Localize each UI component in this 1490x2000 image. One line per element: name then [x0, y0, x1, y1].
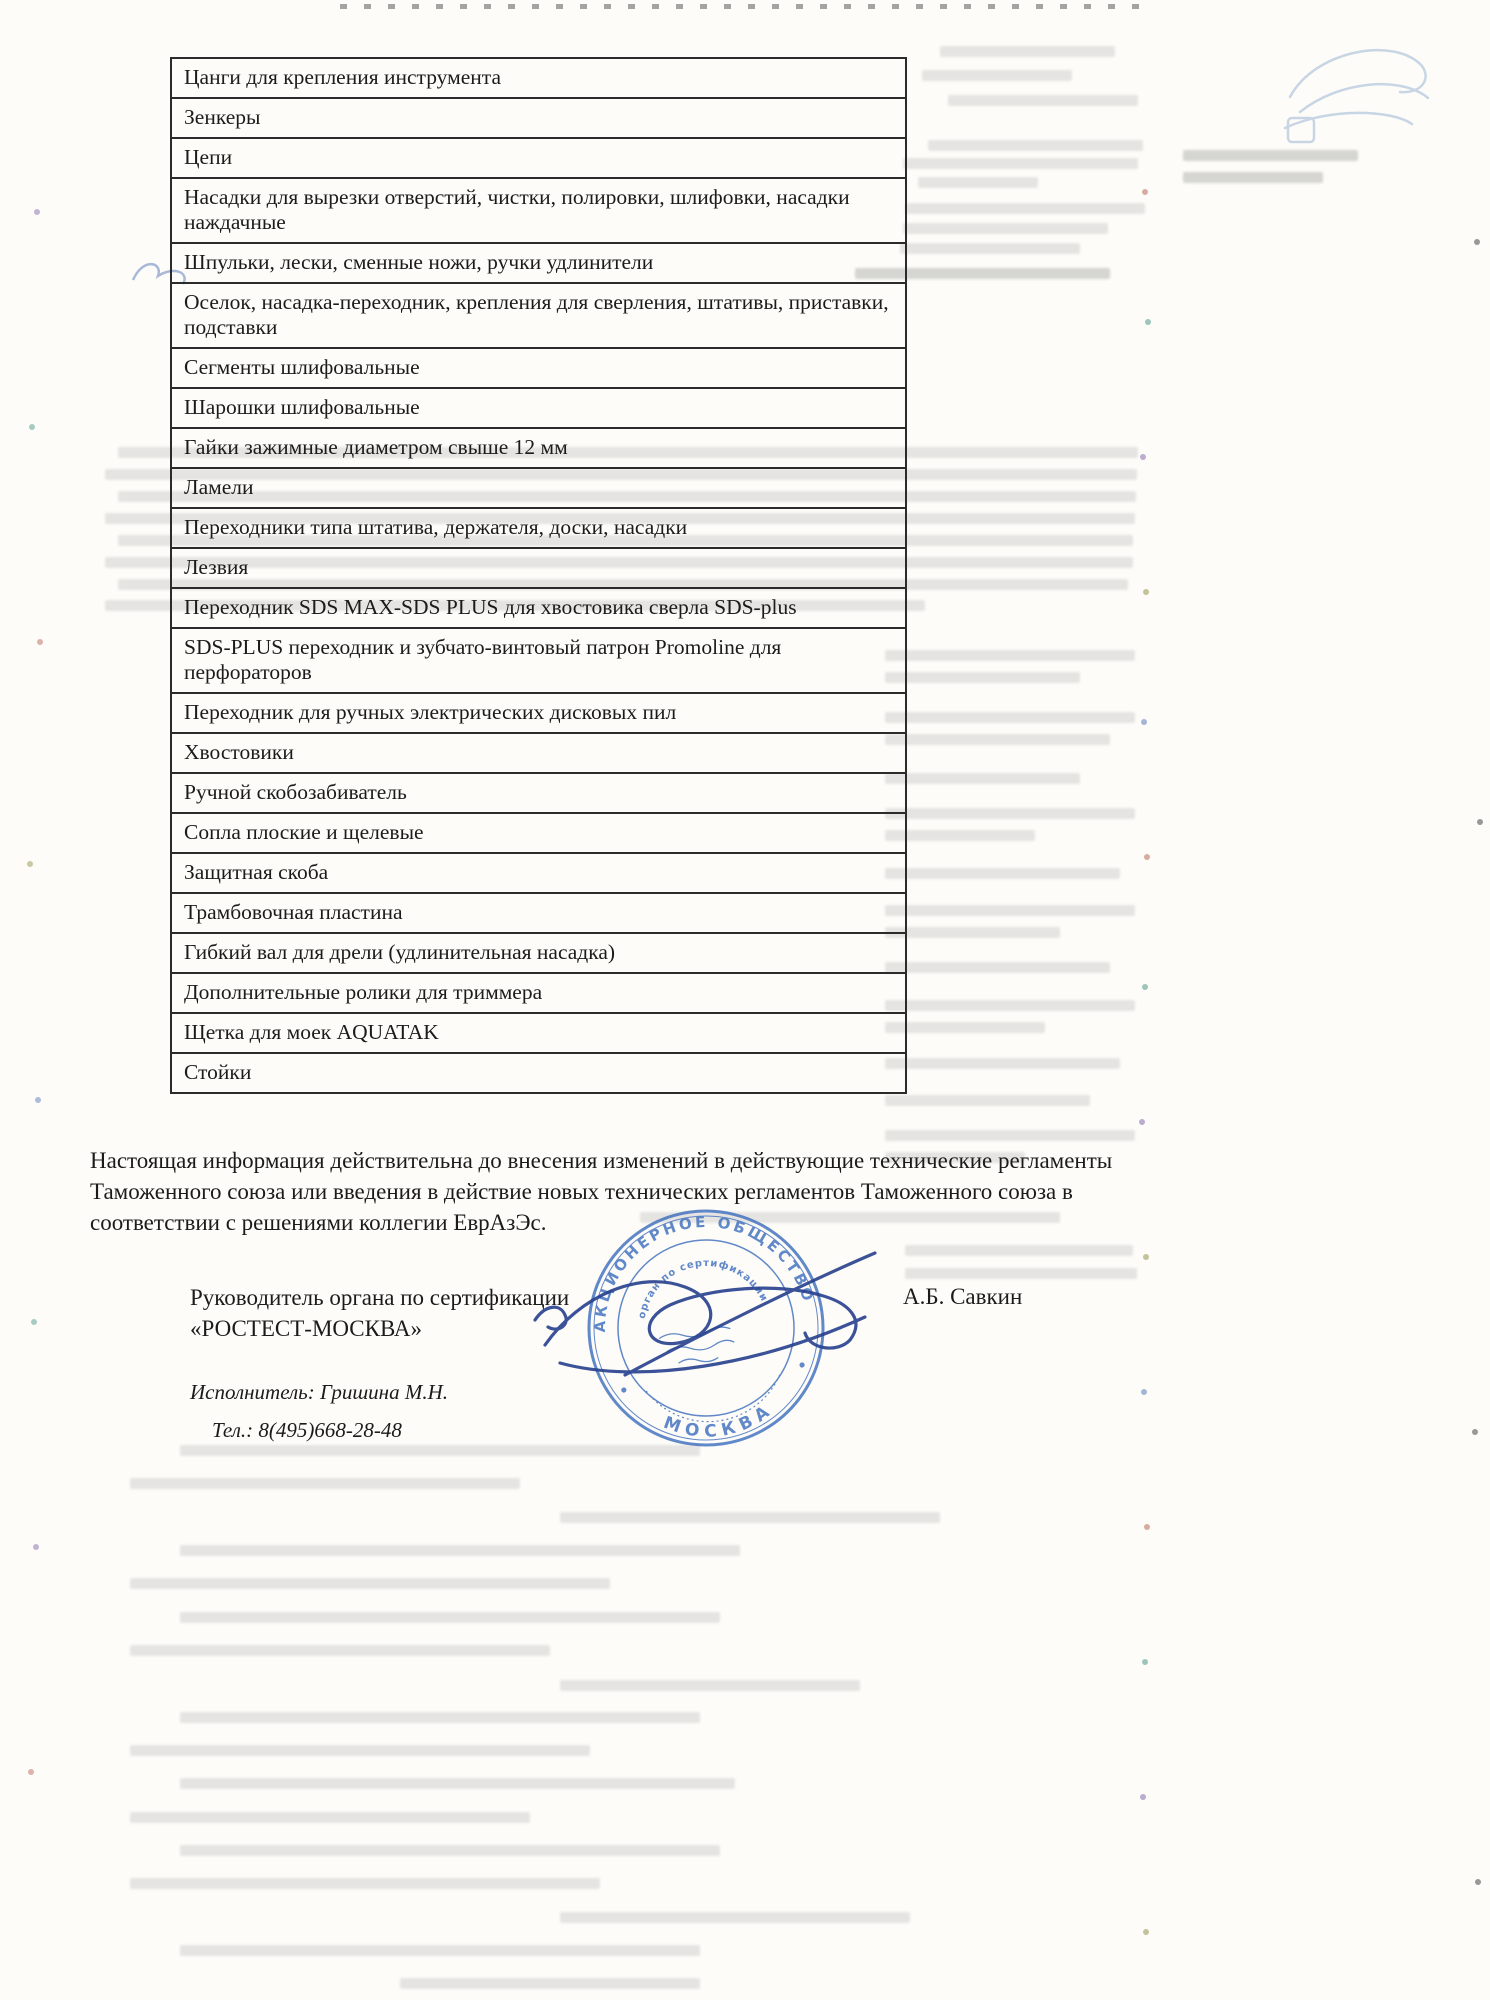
table-row	[171, 283, 906, 348]
table-row	[171, 733, 906, 773]
table-cell: Ламели	[171, 468, 906, 508]
accessories-table	[170, 57, 907, 1094]
table-row	[171, 388, 906, 428]
table-cell: Сопла плоские и щелевые	[171, 813, 906, 853]
table-cell: Ручной скобозабиватель	[171, 773, 906, 813]
table-cell: Зенкеры	[171, 98, 906, 138]
executor-line: Исполнитель: Гришина М.Н.	[190, 1380, 448, 1404]
table-row	[171, 693, 906, 733]
table-row	[171, 428, 906, 468]
table-cell: Шпульки, лески, сменные ножи, ручки удлинители	[171, 243, 906, 283]
stamp-inner-arc-text: орган по сертификации	[636, 1257, 770, 1320]
phone-line: Тел.: 8(495)668-28-48	[212, 1418, 402, 1442]
table-row	[171, 243, 906, 283]
table-cell: Цепи	[171, 138, 906, 178]
table-cell: Оселок, насадка-переходник, крепления для сверления, штативы, приставки, подставки	[171, 283, 906, 348]
table-cell: Переходник SDS MAX-SDS PLUS для хвостовика сверла SDS-plus	[171, 588, 906, 628]
table-row	[171, 58, 906, 98]
table-row	[171, 508, 906, 548]
table-cell: Переходник для ручных электрических дисковых пил	[171, 693, 906, 733]
table-row	[171, 178, 906, 243]
table-cell: Цанги для крепления инструмента	[171, 58, 906, 98]
certifier-role-line2: «РОСТЕСТ-МОСКВА»	[190, 1316, 422, 1341]
table-row	[171, 1013, 906, 1053]
table-row	[171, 973, 906, 1013]
table-cell: Гибкий вал для дрели (удлинительная насадка)	[171, 933, 906, 973]
table-row	[171, 348, 906, 388]
table-row	[171, 893, 906, 933]
table-row	[171, 138, 906, 178]
table-row	[171, 773, 906, 813]
stamp-bottom-text: МОСКВА	[660, 1398, 778, 1443]
table-cell: Защитная скоба	[171, 853, 906, 893]
table-row	[171, 628, 906, 693]
table-cell: Шарошки шлифовальные	[171, 388, 906, 428]
signer-name: А.Б. Савкин	[903, 1284, 1023, 1309]
handwritten-signature	[520, 1225, 920, 1425]
table-cell: Лезвия	[171, 548, 906, 588]
table-row	[171, 933, 906, 973]
table-cell: Насадки для вырезки отверстий, чистки, полировки, шлифовки, насадки наждачные	[171, 178, 906, 243]
table-cell: Переходники типа штатива, держателя, доски, насадки	[171, 508, 906, 548]
table-row	[171, 468, 906, 508]
table-cell: Хвостовики	[171, 733, 906, 773]
accessories-table-body	[171, 58, 906, 1093]
scan-edge-dashes	[340, 4, 1140, 9]
table-cell: Щетка для моек AQUATAK	[171, 1013, 906, 1053]
table-cell: SDS-PLUS переходник и зубчато-винтовый патрон Promoline для перфораторов	[171, 628, 906, 693]
table-row	[171, 588, 906, 628]
table-row	[171, 548, 906, 588]
table-row	[171, 853, 906, 893]
table-cell: Дополнительные ролики для триммера	[171, 973, 906, 1013]
scan-speck-layer	[0, 0, 4, 4]
table-row	[171, 1053, 906, 1093]
table-row	[171, 813, 906, 853]
table-cell: Гайки зажимные диаметром свыше 12 мм	[171, 428, 906, 468]
table-row	[171, 98, 906, 138]
table-cell: Сегменты шлифовальные	[171, 348, 906, 388]
table-cell: Стойки	[171, 1053, 906, 1093]
certifier-role-line1: Руководитель органа по сертификации	[190, 1285, 570, 1310]
validity-note: Настоящая информация действительна до внесения изменений в действующие технические регламенты Таможенного союза или введения в действие новых технических регламентов Таможенного союза в соответствии с решениями коллегии ЕврАзЭс.	[90, 1148, 1113, 1235]
watermark-logo	[1270, 22, 1450, 162]
stamp-top-arc-text: АКЦИОНЕРНОЕ ОБЩЕСТВО	[590, 1212, 818, 1333]
table-cell: Трамбовочная пластина	[171, 893, 906, 933]
